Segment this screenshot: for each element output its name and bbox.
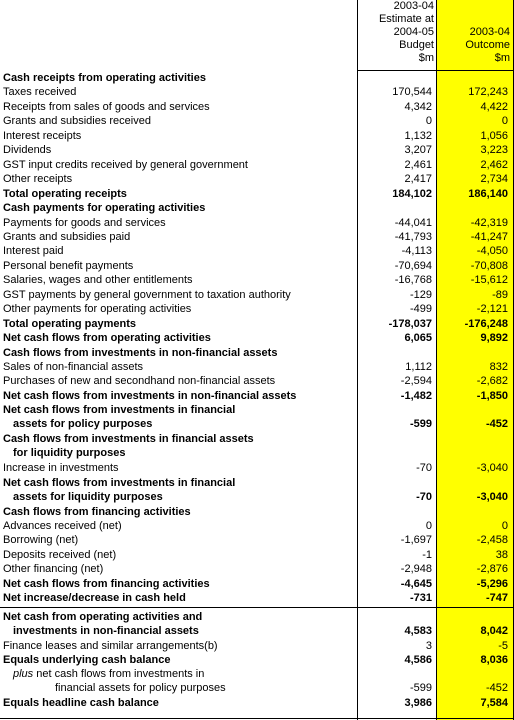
outcome-value: -15,612 xyxy=(470,274,508,287)
outcome-value: -452 xyxy=(485,682,508,695)
row-label xyxy=(3,610,202,638)
row-label xyxy=(3,403,235,431)
row-label xyxy=(3,187,127,201)
row-label-line: Other payments for operating activities xyxy=(3,303,192,316)
estimate-value: 4,586 xyxy=(404,654,432,666)
row-label xyxy=(3,548,116,562)
table-row xyxy=(0,100,514,114)
row-label-line: Cash flows from financing activities xyxy=(3,505,191,518)
row-label xyxy=(3,230,130,244)
estimate-header-line: 2003-04 xyxy=(393,0,434,12)
row-label-line: Interest paid xyxy=(3,245,64,258)
table-row xyxy=(0,85,514,99)
estimate-value: -129 xyxy=(409,288,432,301)
table-row xyxy=(0,230,514,244)
row-label xyxy=(3,71,206,85)
table-row xyxy=(0,374,514,388)
table-row xyxy=(0,610,514,638)
table-row xyxy=(0,259,514,273)
outcome-value: 8,042 xyxy=(480,624,508,637)
row-label-line: Dividends xyxy=(3,144,52,157)
estimate-value: 0 xyxy=(425,115,432,128)
outcome-header-line: 2003-04 xyxy=(469,26,510,38)
table-row xyxy=(0,667,514,695)
table-row xyxy=(0,389,514,403)
outcome-value: 2,462 xyxy=(480,158,508,171)
row-label xyxy=(3,158,248,172)
estimate-value: 3 xyxy=(425,639,432,652)
table-row xyxy=(0,432,514,460)
outcome-value: -176,248 xyxy=(464,317,508,330)
estimate-value: -731 xyxy=(409,592,432,605)
row-label xyxy=(3,432,254,460)
table-row xyxy=(0,403,514,431)
table-row xyxy=(0,562,514,576)
outcome-value: 0 xyxy=(501,519,508,532)
table-row xyxy=(0,346,514,360)
row-label-line: Cash payments for operating activities xyxy=(3,202,206,215)
row-label xyxy=(3,259,133,273)
outcome-value: -3,040 xyxy=(476,462,508,475)
outcome-value: -452 xyxy=(485,418,508,431)
row-label-prefix: plus xyxy=(13,668,34,681)
outcome-value: -3,040 xyxy=(476,490,508,503)
row-label xyxy=(3,201,205,215)
outcome-value: 0 xyxy=(501,115,508,128)
outcome-value: -5,296 xyxy=(476,577,508,590)
row-label xyxy=(3,346,277,360)
estimate-value: 0 xyxy=(425,519,432,532)
row-label-line: Net cash flows from investments in financial xyxy=(3,476,236,489)
estimate-value: 3,207 xyxy=(404,144,432,157)
estimate-value: -41,793 xyxy=(394,230,432,243)
outcome-value: 2,734 xyxy=(480,173,508,186)
table-row xyxy=(0,461,514,475)
row-label-line: Personal benefit payments xyxy=(3,259,134,272)
estimate-value: -1,697 xyxy=(400,534,432,547)
estimate-value: -44,041 xyxy=(394,216,432,229)
estimate-value: -70,694 xyxy=(394,259,432,272)
row-label xyxy=(3,374,275,388)
outcome-value: -89 xyxy=(492,288,508,301)
row-label-line: plus net cash flows from investments in xyxy=(13,668,205,681)
estimate-header-line: $m xyxy=(418,52,434,64)
row-label-line: Other receipts xyxy=(3,173,73,186)
estimate-value: -499 xyxy=(409,303,432,316)
estimate-header-line: Estimate at xyxy=(378,13,434,25)
estimate-value: -4,113 xyxy=(401,245,432,258)
table-row xyxy=(0,129,514,143)
row-label xyxy=(3,288,291,302)
estimate-value: 170,544 xyxy=(392,86,432,99)
table-row xyxy=(0,201,514,215)
estimate-header-line: 2004-05 xyxy=(393,26,434,38)
row-label-line: GST input credits received by general government xyxy=(3,158,248,171)
row-label-line: Deposits received (net) xyxy=(3,548,117,561)
row-label xyxy=(3,519,122,533)
estimate-value: 4,342 xyxy=(404,100,432,113)
row-label xyxy=(3,85,76,99)
row-label-line: Advances received (net) xyxy=(3,519,122,532)
table-row xyxy=(0,519,514,533)
outcome-value: -5 xyxy=(498,639,508,652)
row-label-line: Other financing (net) xyxy=(3,563,104,576)
row-label xyxy=(3,562,103,576)
estimate-value: 2,417 xyxy=(404,173,432,186)
table-row xyxy=(0,302,514,316)
table-row xyxy=(0,331,514,345)
row-label xyxy=(3,129,81,143)
outcome-column-header xyxy=(437,0,510,70)
estimate-value: -1,482 xyxy=(400,389,432,402)
row-label xyxy=(3,273,193,287)
outcome-value: -41,247 xyxy=(470,230,508,243)
row-label xyxy=(3,505,191,519)
row-label xyxy=(3,172,72,186)
row-label-line: Finance leases and similar arrangements(b) xyxy=(3,639,218,652)
outcome-value: -4,050 xyxy=(476,245,508,258)
outcome-header-line: $m xyxy=(494,52,510,64)
table-row xyxy=(0,114,514,128)
row-label xyxy=(3,216,166,230)
estimate-column-header xyxy=(358,0,434,70)
estimate-value: 6,065 xyxy=(404,332,432,345)
row-label-line: Grants and subsidies paid xyxy=(3,230,131,243)
outcome-value: -2,458 xyxy=(476,534,508,547)
table-row xyxy=(0,360,514,374)
table-row xyxy=(0,244,514,258)
estimate-value: -70 xyxy=(416,490,432,503)
estimate-header-line: Budget xyxy=(399,39,434,51)
row-label-line: Cash flows from investments in non-financial assets xyxy=(3,346,278,359)
estimate-value: 1,132 xyxy=(404,129,432,142)
outcome-header-line: Outcome xyxy=(465,39,510,51)
row-label-line: Equals headline cash balance xyxy=(3,697,159,710)
outcome-value: 8,036 xyxy=(480,654,508,666)
table-row xyxy=(0,143,514,157)
row-label-line: for liquidity purposes xyxy=(13,447,126,460)
table-row xyxy=(0,653,514,667)
row-label xyxy=(3,577,210,591)
row-label-line: Net cash from operating activities and xyxy=(3,610,203,623)
row-label-line: Purchases of new and secondhand non-financial assets xyxy=(3,375,276,388)
row-label xyxy=(3,360,143,374)
table-row xyxy=(0,476,514,504)
row-label-line: Net increase/decrease in cash held xyxy=(3,592,186,605)
row-label xyxy=(3,591,186,605)
row-label xyxy=(3,302,191,316)
section-rule xyxy=(0,607,514,608)
estimate-value: -2,948 xyxy=(400,563,432,576)
row-label-line: financial assets for policy purposes xyxy=(55,682,226,695)
row-label xyxy=(3,100,210,114)
row-label xyxy=(3,667,226,695)
estimate-value: -4,645 xyxy=(400,577,432,590)
row-label-line: GST payments by general government to taxation authority xyxy=(3,288,291,301)
table-row xyxy=(0,158,514,172)
row-label-line: Total operating payments xyxy=(3,317,137,330)
row-label-line: Grants and subsidies received xyxy=(3,115,151,128)
row-label-line: Net cash flows from investments in non-financial assets xyxy=(3,389,297,402)
table-row xyxy=(0,187,514,201)
table-row xyxy=(0,172,514,186)
row-label xyxy=(3,317,136,331)
row-label xyxy=(3,476,235,504)
estimate-value: -2,594 xyxy=(400,375,432,388)
outcome-value: -42,319 xyxy=(470,216,508,229)
row-label-line: Net cash flows from investments in financial xyxy=(3,404,236,417)
outcome-value: -2,121 xyxy=(476,303,508,316)
table-row xyxy=(0,591,514,605)
row-label xyxy=(3,533,78,547)
row-label-line: Cash flows from investments in financial assets xyxy=(3,433,254,446)
row-label-line: Net cash flows from operating activities xyxy=(3,332,211,345)
outcome-value: 186,140 xyxy=(468,187,508,200)
row-label-line: Cash receipts from operating activities xyxy=(3,72,206,84)
estimate-value: 4,583 xyxy=(404,624,432,637)
row-label-line: Interest receipts xyxy=(3,129,82,142)
table-row xyxy=(0,577,514,591)
row-label xyxy=(3,696,159,710)
table-bottom-rule xyxy=(0,718,514,719)
estimate-value: -178,037 xyxy=(388,317,432,330)
estimate-value: -599 xyxy=(409,418,432,431)
row-label-line: Net cash flows from financing activities xyxy=(3,577,210,590)
row-label-line: Payments for goods and services xyxy=(3,216,166,229)
row-label xyxy=(3,639,218,653)
table-row xyxy=(0,639,514,653)
estimate-value: 2,461 xyxy=(404,158,432,171)
row-label-line: Receipts from sales of goods and services xyxy=(3,100,210,113)
outcome-value: -70,808 xyxy=(470,259,508,272)
outcome-value: 172,243 xyxy=(468,86,508,99)
row-label-line: Sales of non-financial assets xyxy=(3,361,144,373)
row-label xyxy=(3,143,51,157)
row-label xyxy=(3,653,171,667)
row-label xyxy=(3,461,119,475)
row-label-line: Equals underlying cash balance xyxy=(3,654,171,666)
table-row xyxy=(0,317,514,331)
outcome-value: -747 xyxy=(485,592,508,605)
outcome-value: 832 xyxy=(489,361,508,373)
table-row xyxy=(0,71,514,85)
table-row xyxy=(0,505,514,519)
outcome-value: -2,876 xyxy=(476,563,508,576)
estimate-value: -16,768 xyxy=(394,274,432,287)
row-label-line: Taxes received xyxy=(3,86,77,99)
row-label-line: assets for policy purposes xyxy=(13,418,153,431)
estimate-value: 1,112 xyxy=(405,361,432,373)
outcome-value: 1,056 xyxy=(480,129,508,142)
table-row xyxy=(0,696,514,710)
row-label xyxy=(3,331,211,345)
row-label-line: Salaries, wages and other entitlements xyxy=(3,274,193,287)
table-row xyxy=(0,273,514,287)
estimate-value: 3,986 xyxy=(404,697,432,710)
row-label-line: assets for liquidity purposes xyxy=(13,490,163,503)
table-row xyxy=(0,288,514,302)
outcome-value: 38 xyxy=(495,548,508,561)
row-label xyxy=(3,389,296,403)
outcome-value: 4,422 xyxy=(480,100,508,113)
row-label xyxy=(3,114,151,128)
outcome-value: -2,682 xyxy=(476,375,508,388)
outcome-value: 3,223 xyxy=(480,144,508,157)
table-row xyxy=(0,216,514,230)
outcome-value: 7,584 xyxy=(480,697,508,710)
outcome-value: -1,850 xyxy=(476,389,508,402)
table-row xyxy=(0,533,514,547)
row-label-line: Increase in investments xyxy=(3,462,119,475)
estimate-value: -1 xyxy=(422,548,432,561)
estimate-value: -599 xyxy=(409,682,432,695)
table-row xyxy=(0,548,514,562)
estimate-value: 184,102 xyxy=(392,187,432,200)
estimate-value: -70 xyxy=(416,462,432,475)
row-label-line: Total operating receipts xyxy=(3,187,127,200)
outcome-value: 9,892 xyxy=(480,332,508,345)
row-label-line: Borrowing (net) xyxy=(3,534,79,547)
row-label-line: investments in non-financial assets xyxy=(13,624,199,637)
row-label xyxy=(3,244,64,258)
